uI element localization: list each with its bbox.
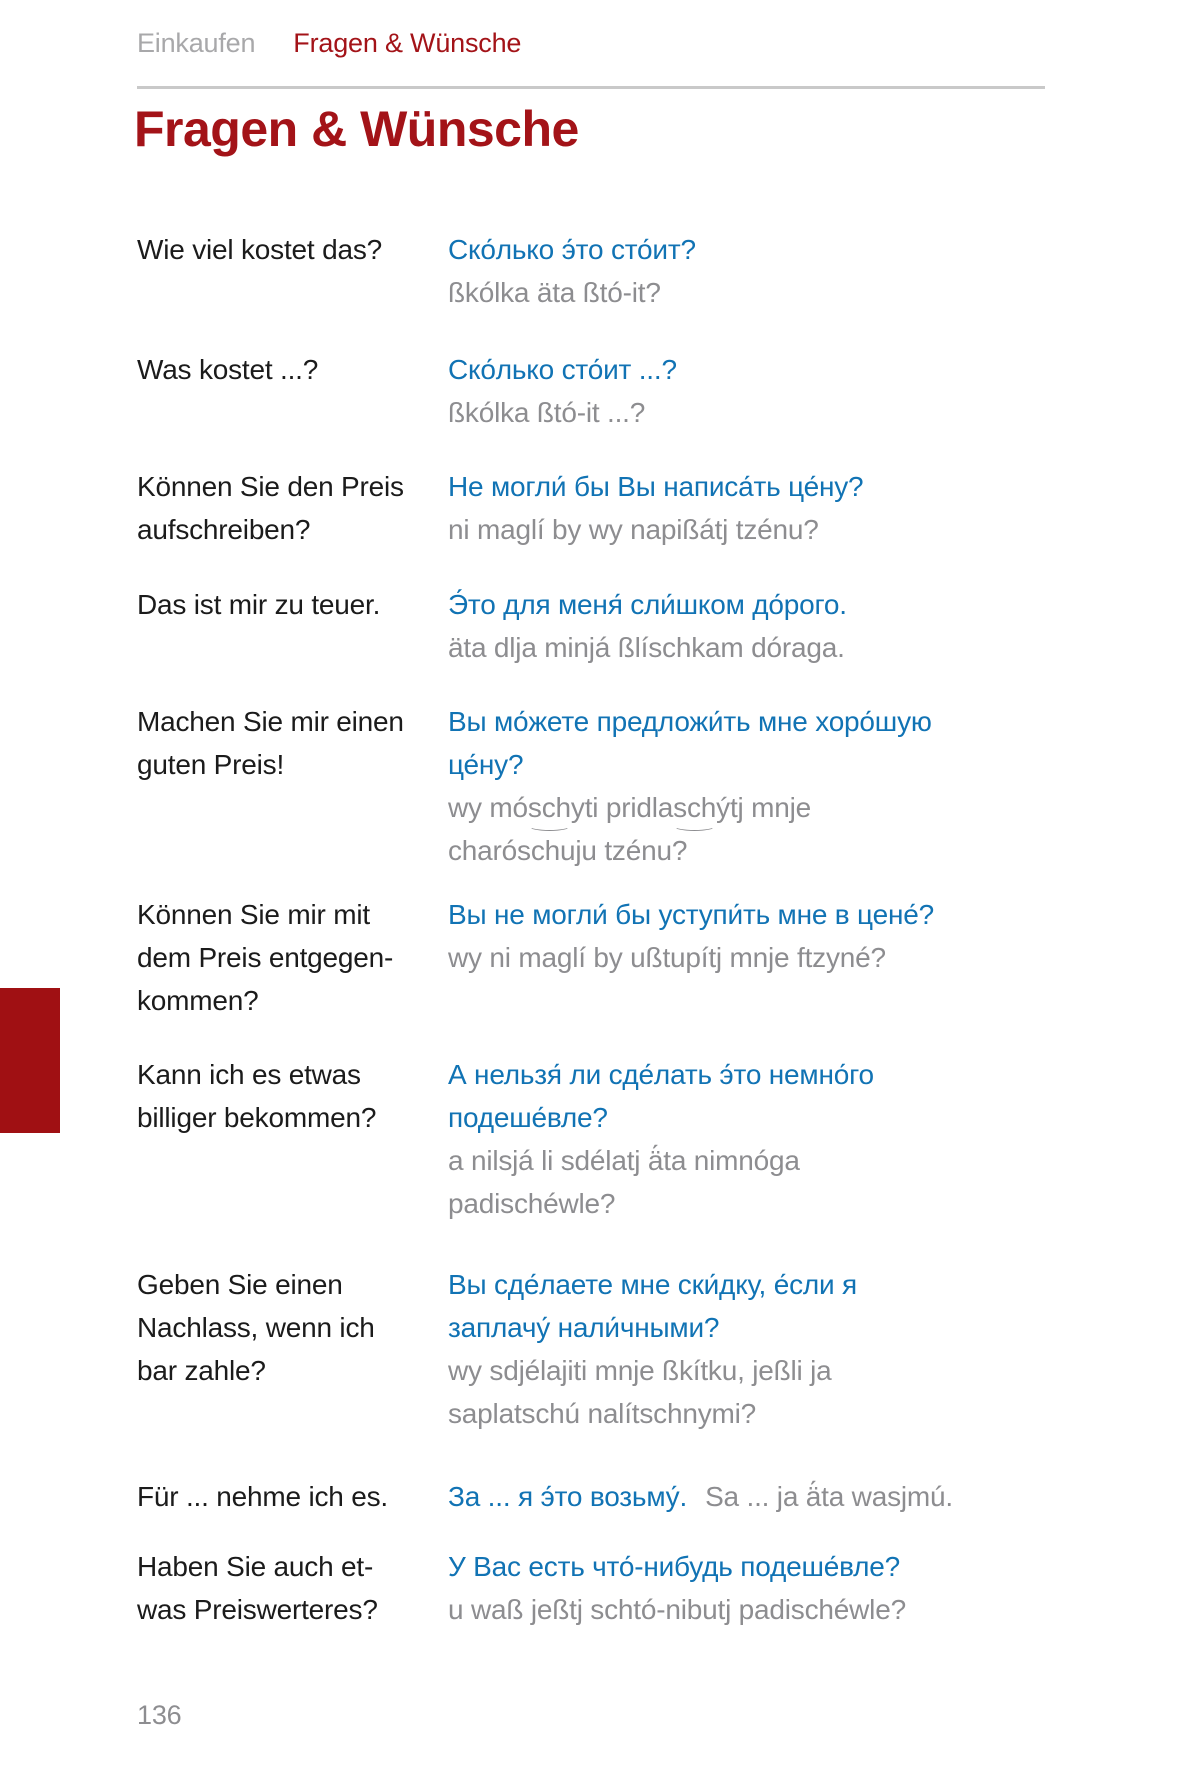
german-line: guten Preis!	[137, 749, 285, 780]
phrase-entry	[137, 1545, 1147, 1631]
russian-line: У Вас есть что́-нибудь подеше́вле?	[448, 1551, 901, 1582]
german-line: Was kostet ...?	[137, 354, 319, 385]
russian-translation-block	[448, 1053, 1147, 1225]
chapter-edge-marker	[0, 988, 60, 1133]
german-phrase	[137, 1545, 448, 1631]
sch-tie-mark: sch	[673, 786, 716, 829]
page-number: 136	[137, 1700, 182, 1730]
german-phrase	[137, 893, 448, 1022]
sch-tie-mark: sch	[528, 786, 571, 829]
header-divider	[137, 86, 1045, 89]
german-line: was Preiswerteres?	[137, 1594, 378, 1625]
german-line: kommen?	[137, 985, 259, 1016]
transliteration-line: ßkólka ßtó-it ...?	[448, 397, 646, 428]
transliteration-line: u waß jeßtj schtó-nibutj padischéwle?	[448, 1594, 906, 1625]
transliteration-line: saplatschú nalítschnymi?	[448, 1398, 757, 1429]
page-title: Fragen & Wünsche	[134, 101, 579, 157]
russian-line: Вы не могли́ бы уступи́ть мне в цене́?	[448, 899, 934, 930]
german-line: Können Sie mir mit	[137, 899, 370, 930]
transliteration-line: padischéwle?	[448, 1188, 616, 1219]
russian-line: За ... я э́то возьму́.	[448, 1481, 688, 1512]
russian-translation-block	[448, 1545, 1147, 1631]
german-line: Das ist mir zu teuer.	[137, 589, 381, 620]
phrase-entry	[137, 583, 1147, 669]
russian-line: подеше́вле?	[448, 1102, 608, 1133]
russian-translation-block	[448, 583, 1147, 669]
running-header-section: Einkaufen	[137, 28, 256, 58]
german-phrase	[137, 348, 448, 434]
german-phrase	[137, 583, 448, 669]
transliteration-line: Sa ... ja ä́ta wasjmú.	[705, 1481, 953, 1512]
german-line: Geben Sie einen	[137, 1269, 343, 1300]
running-header	[137, 28, 521, 59]
german-line: Kann ich es etwas	[137, 1059, 361, 1090]
russian-line: це́ну?	[448, 749, 524, 780]
transliteration-line: äta dlja minjá ßlíschkam dóraga.	[448, 632, 845, 663]
german-line: Für ... nehme ich es.	[137, 1481, 389, 1512]
german-line: Können Sie den Preis	[137, 471, 404, 502]
russian-line: заплачу́ нали́чными?	[448, 1312, 720, 1343]
phrase-entry	[137, 700, 1147, 872]
russian-line: Не могли́ бы Вы написа́ть це́ну?	[448, 471, 864, 502]
transliteration-line: ni maglí by wy napißátj tzénu?	[448, 514, 819, 545]
russian-translation-block	[448, 700, 1147, 872]
phrase-entry	[137, 1475, 1147, 1518]
german-line: Wie viel kostet das?	[137, 234, 382, 265]
russian-translation-block	[448, 465, 1147, 551]
phrase-entry	[137, 465, 1147, 551]
phrase-entry	[137, 228, 1147, 314]
russian-translation-block	[448, 1475, 1147, 1518]
russian-translation-block	[448, 893, 1147, 1022]
transliteration-line: wy sdjélajiti mnje ßkítku, jeßli ja	[448, 1355, 832, 1386]
german-phrase	[137, 1263, 448, 1435]
russian-line: Ско́лько сто́ит ...?	[448, 354, 677, 385]
russian-translation-block	[448, 348, 1147, 434]
phrase-entry	[137, 348, 1147, 434]
transliteration-line: ßkólka äta ßtó-it?	[448, 277, 661, 308]
phrase-entry	[137, 1263, 1147, 1435]
russian-inline-line	[448, 1475, 1147, 1518]
german-line: bar zahle?	[137, 1355, 266, 1386]
german-line: aufschreiben?	[137, 514, 311, 545]
german-line: billiger bekommen?	[137, 1102, 377, 1133]
transliteration-line: wy ni maglí by ußtupítj mnje ftzyné?	[448, 942, 886, 973]
phrase-entry	[137, 1053, 1147, 1225]
russian-line: Э́то для меня́ сли́шком до́рого.	[448, 589, 847, 620]
german-phrase	[137, 1053, 448, 1225]
german-line: Nachlass, wenn ich	[137, 1312, 375, 1343]
german-phrase	[137, 1475, 448, 1518]
german-phrase	[137, 228, 448, 314]
transliteration-line: wy móschyti pridlaschýtj mnje	[448, 786, 1147, 829]
phrase-entry	[137, 893, 1147, 1022]
german-phrase	[137, 465, 448, 551]
running-header-chapter: Fragen & Wünsche	[293, 28, 522, 58]
german-line: dem Preis entgegen-	[137, 942, 394, 973]
german-phrase	[137, 700, 448, 872]
russian-translation-block	[448, 1263, 1147, 1435]
russian-line: Вы мо́жете предложи́ть мне хоро́шую	[448, 706, 932, 737]
german-line: Machen Sie mir einen	[137, 706, 404, 737]
german-line: Haben Sie auch et-	[137, 1551, 374, 1582]
russian-translation-block	[448, 228, 1147, 314]
transliteration-line: charóschuju tzénu?	[448, 835, 688, 866]
transliteration-line: a nilsjá li sdélatj ä́ta nimnóga	[448, 1145, 800, 1176]
russian-line: Вы сде́лаете мне ски́дку, е́сли я	[448, 1269, 858, 1300]
russian-line: Ско́лько э́то сто́ит?	[448, 234, 696, 265]
russian-line: А нельзя́ ли сде́лать э́то немно́го	[448, 1059, 874, 1090]
